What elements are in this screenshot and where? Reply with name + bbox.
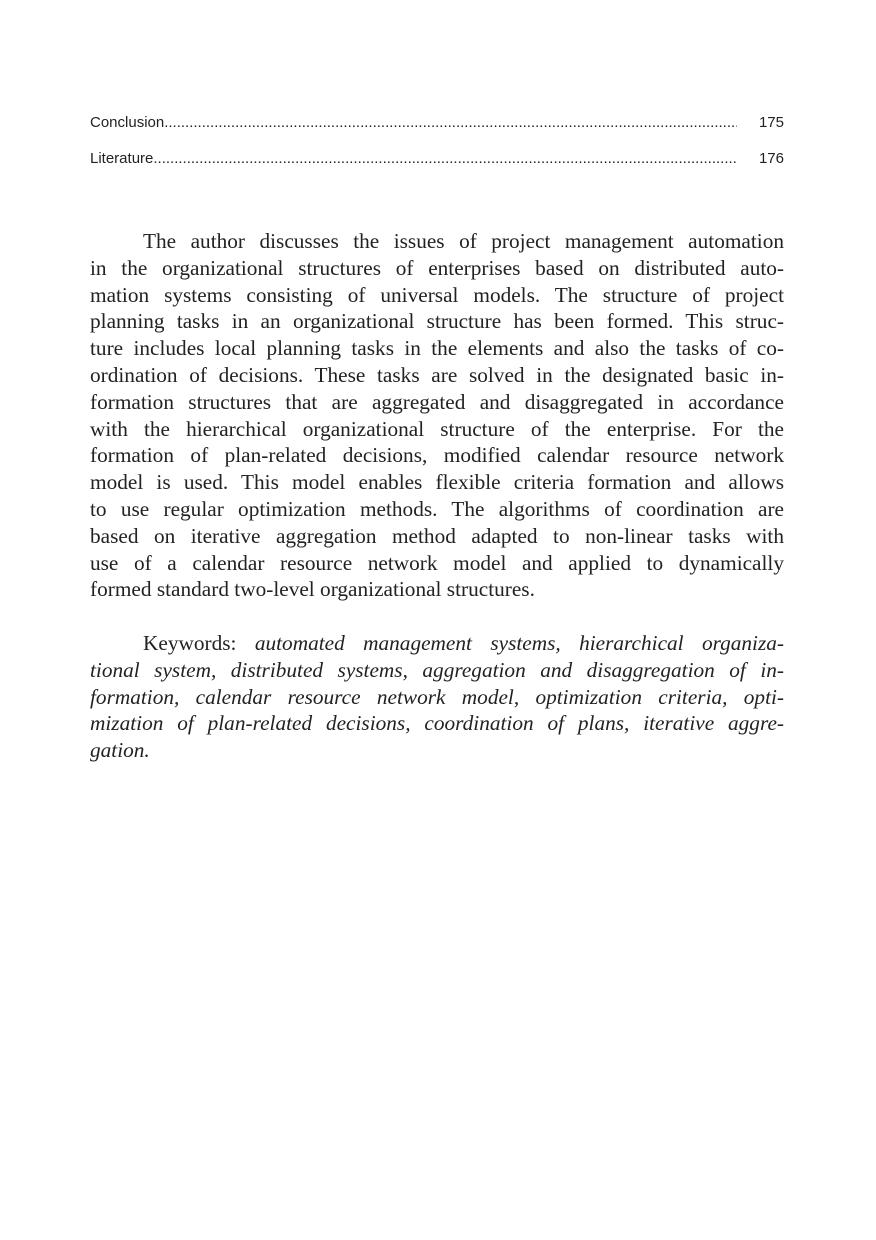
keywords-line (90, 630, 784, 657)
keywords-text: formation, calendar resource network model, optimization criteria, opti- (90, 684, 784, 709)
keywords-label: Keywords: (143, 631, 255, 655)
abstract-line: planning tasks in an organizational structure has been formed. This struc- (90, 309, 784, 334)
abstract-line: based on iterative aggregation method adapted to non-linear tasks with (90, 523, 784, 548)
abstract-line: use of a calendar resource network model and applied to dynamically (90, 550, 784, 575)
toc-leader-dots (164, 114, 737, 131)
keywords-line (90, 657, 784, 684)
keywords-text: tional system, distributed systems, aggregation and disaggregation of in- (90, 657, 784, 682)
abstract-line: mation systems consisting of universal models. The structure of project (90, 282, 784, 307)
keywords-paragraph (90, 630, 784, 764)
abstract-line: in the organizational structures of enterprises based on distributed auto- (90, 255, 784, 280)
toc-entry-literature[interactable] (90, 150, 784, 167)
abstract-line: formed standard two-level organizational structures. (90, 577, 535, 602)
keywords-line (90, 737, 784, 764)
abstract-line: model is used. This model enables flexible criteria formation and allows (90, 470, 784, 495)
keywords-text: gation. (90, 738, 150, 763)
toc-label: Literature (90, 150, 154, 167)
abstract-line: formation of plan-related decisions, modified calendar resource network (90, 443, 784, 468)
abstract-line: formation structures that are aggregated and disaggregated in accordance (90, 389, 784, 414)
keywords-line (90, 710, 784, 737)
keywords-text: automated management systems, hierarchical organiza- (254, 631, 785, 655)
keywords-text: mization of plan-related decisions, coordination of plans, iterative aggre- (90, 711, 784, 736)
abstract-line: The author discusses the issues of project management automation (143, 229, 784, 253)
abstract-paragraph (90, 228, 784, 603)
abstract-line: ture includes local planning tasks in the elements and also the tasks of co- (90, 336, 784, 361)
keywords-line (90, 684, 784, 711)
abstract-line: to use regular optimization methods. The algorithms of coordination are (90, 496, 784, 521)
toc-entry-conclusion[interactable] (90, 114, 784, 131)
toc-page-number: 176 (758, 150, 784, 167)
toc-page-number: 175 (758, 114, 784, 131)
toc-leader-dots (153, 150, 737, 167)
abstract-line: ordination of decisions. These tasks are solved in the designated basic in- (90, 362, 784, 387)
toc-label: Conclusion (90, 114, 165, 131)
abstract-line: with the hierarchical organizational structure of the enterprise. For the (90, 416, 784, 441)
